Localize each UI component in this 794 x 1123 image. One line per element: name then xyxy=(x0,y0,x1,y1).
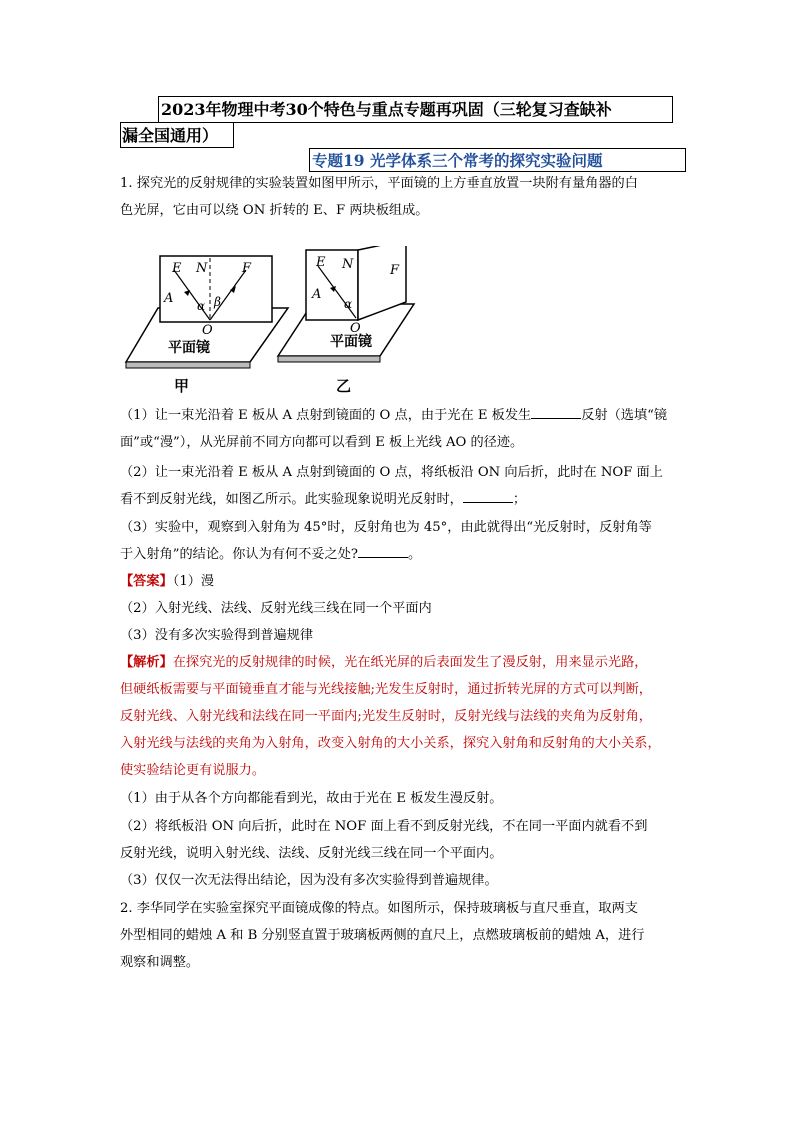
label-A-yi: A xyxy=(312,287,322,302)
q1-stem-line-2: 色光屏，它由可以绕 ON 折转的 E、F 两块板组成。 xyxy=(120,203,429,218)
q1-sub2-line-2 xyxy=(120,486,680,513)
label-O-jia: O xyxy=(202,323,213,338)
analysis-line-4: 入射光线与法线的夹角为入射角，改变入射角的大小关系，探究入射角和反射角的大小关系， xyxy=(120,736,661,751)
q1-sub1-text-b: 反射（选填“镜 xyxy=(581,408,668,423)
answer-2: （2）入射光线、法线、反射光线三线在同一个平面内 xyxy=(120,601,432,616)
explain-1: （1）由于从各个方向都能看到光，故由于光在 E 板发生漫反射。 xyxy=(120,791,503,806)
q1-sub3-text-b: 。 xyxy=(408,547,422,562)
explain-3: （3）仅仅一次无法得出结论，因为没有多次实验得到普遍规律。 xyxy=(120,873,498,888)
figure-jia xyxy=(126,256,288,368)
label-F-jia: F xyxy=(242,261,252,276)
analysis-text-1: 在探究光的反射规律的时候，光在纸光屏的后表面发生了漫反射，用来显示光路， xyxy=(172,655,648,670)
reflection-experiment-figure xyxy=(118,246,418,394)
q2-line-2: 外型相同的蜡烛 A 和 B 分别竖直置于玻璃板两侧的直尺上，点燃玻璃板前的蜡烛 A，进行 xyxy=(120,928,645,943)
answer-blank-2 xyxy=(463,490,513,503)
q1-sub1-line-1 xyxy=(120,402,680,429)
answer-blank-1 xyxy=(531,406,581,419)
q2-line-3: 观察和调整。 xyxy=(120,955,200,970)
q1-stem-line-1: 1. 探究光的反射规律的实验装置如图甲所示，平面镜的上方垂直放置一块附有量角器的白 xyxy=(120,176,638,191)
figure-label-yi: 乙 xyxy=(336,377,352,394)
label-E-jia: E xyxy=(172,261,182,276)
q1-sub3-text-a: 于入射角”的结论。你认为有何不妥之处? xyxy=(120,547,358,562)
answer-tag: 【答案】 xyxy=(120,574,173,589)
analysis-line-2: 但硬纸板需要与平面镜垂直才能与光线接触;光发生反射时，通过折转光屏的方式可以判断， xyxy=(120,682,652,697)
analysis-line-1 xyxy=(120,649,680,676)
analysis-tag: 【解析】 xyxy=(120,655,173,670)
mirror-text-jia: 平面镜 xyxy=(168,340,210,356)
topic-subtitle: 专题19 光学体系三个常考的探究实验问题 xyxy=(309,148,686,172)
title-line-1: 2023年物理中考30个特色与重点专题再巩固（三轮复习查缺补 xyxy=(158,96,673,123)
title-line-2: 漏全国通用） xyxy=(120,122,234,148)
answer-1: （1）漫 xyxy=(172,574,215,589)
label-A-jia: A xyxy=(164,291,174,306)
q1-sub1-line-2: 面”或“漫”），从光屏前不同方向都可以看到 E 板上光线 AO 的径迹。 xyxy=(120,435,524,450)
answer-blank-3 xyxy=(358,545,408,558)
label-N-yi: N xyxy=(342,257,354,272)
explain-2-line-2: 反射光线，说明入射光线、法线、反射光线三线在同一个平面内。 xyxy=(120,846,503,861)
q1-sub2-text-b: ； xyxy=(512,492,527,507)
q1-sub1-text-a: （1）让一束光沿着 E 板从 A 点射到镜面的 O 点，由于光在 E 板发生 xyxy=(120,408,532,423)
label-E-yi: E xyxy=(316,255,326,270)
answer-3: （3）没有多次实验得到普遍规律 xyxy=(120,628,314,643)
figure-label-jia: 甲 xyxy=(174,377,190,394)
q2-line-1: 2. 李华同学在实验室探究平面镜成像的特点。如图所示，保持玻璃板与直尺垂直，取两支 xyxy=(120,901,638,916)
q1-sub2-line-1: （2）让一束光沿着 E 板从 A 点射到镜面的 O 点，将纸板沿 ON 向后折，此时在 NOF 面上 xyxy=(120,465,663,480)
analysis-line-3: 反射光线、入射光线和法线在同一平面内;光发生反射时，反射光线与法线的夹角为反射角， xyxy=(120,709,652,724)
analysis-line-5: 使实验结论更有说服力。 xyxy=(120,763,266,778)
answer-line-1 xyxy=(120,568,680,595)
q1-sub3-line-1: （3）实验中，观察到入射角为 45°时，反射角也为 45°，由此就得出“光反射时，反射角等 xyxy=(120,520,652,535)
label-alpha-yi: α xyxy=(344,297,353,311)
figure-yi xyxy=(278,246,414,362)
document-title xyxy=(120,96,675,150)
mirror-text-yi: 平面镜 xyxy=(330,334,372,350)
label-N-jia: N xyxy=(196,261,208,276)
q1-sub2-text-a: 看不到反射光线，如图乙所示。此实验现象说明光反射时， xyxy=(120,492,463,507)
q1-sub3-line-2 xyxy=(120,541,680,568)
label-beta-jia: β xyxy=(214,295,221,309)
label-O-yi: O xyxy=(350,321,361,336)
label-F-yi: F xyxy=(390,263,400,278)
label-alpha-jia: α xyxy=(197,299,206,313)
explain-2-line-1: （2）将纸板沿 ON 向后折，此时在 NOF 面上看不到反射光线，不在同一平面内就看不到 xyxy=(120,819,648,834)
